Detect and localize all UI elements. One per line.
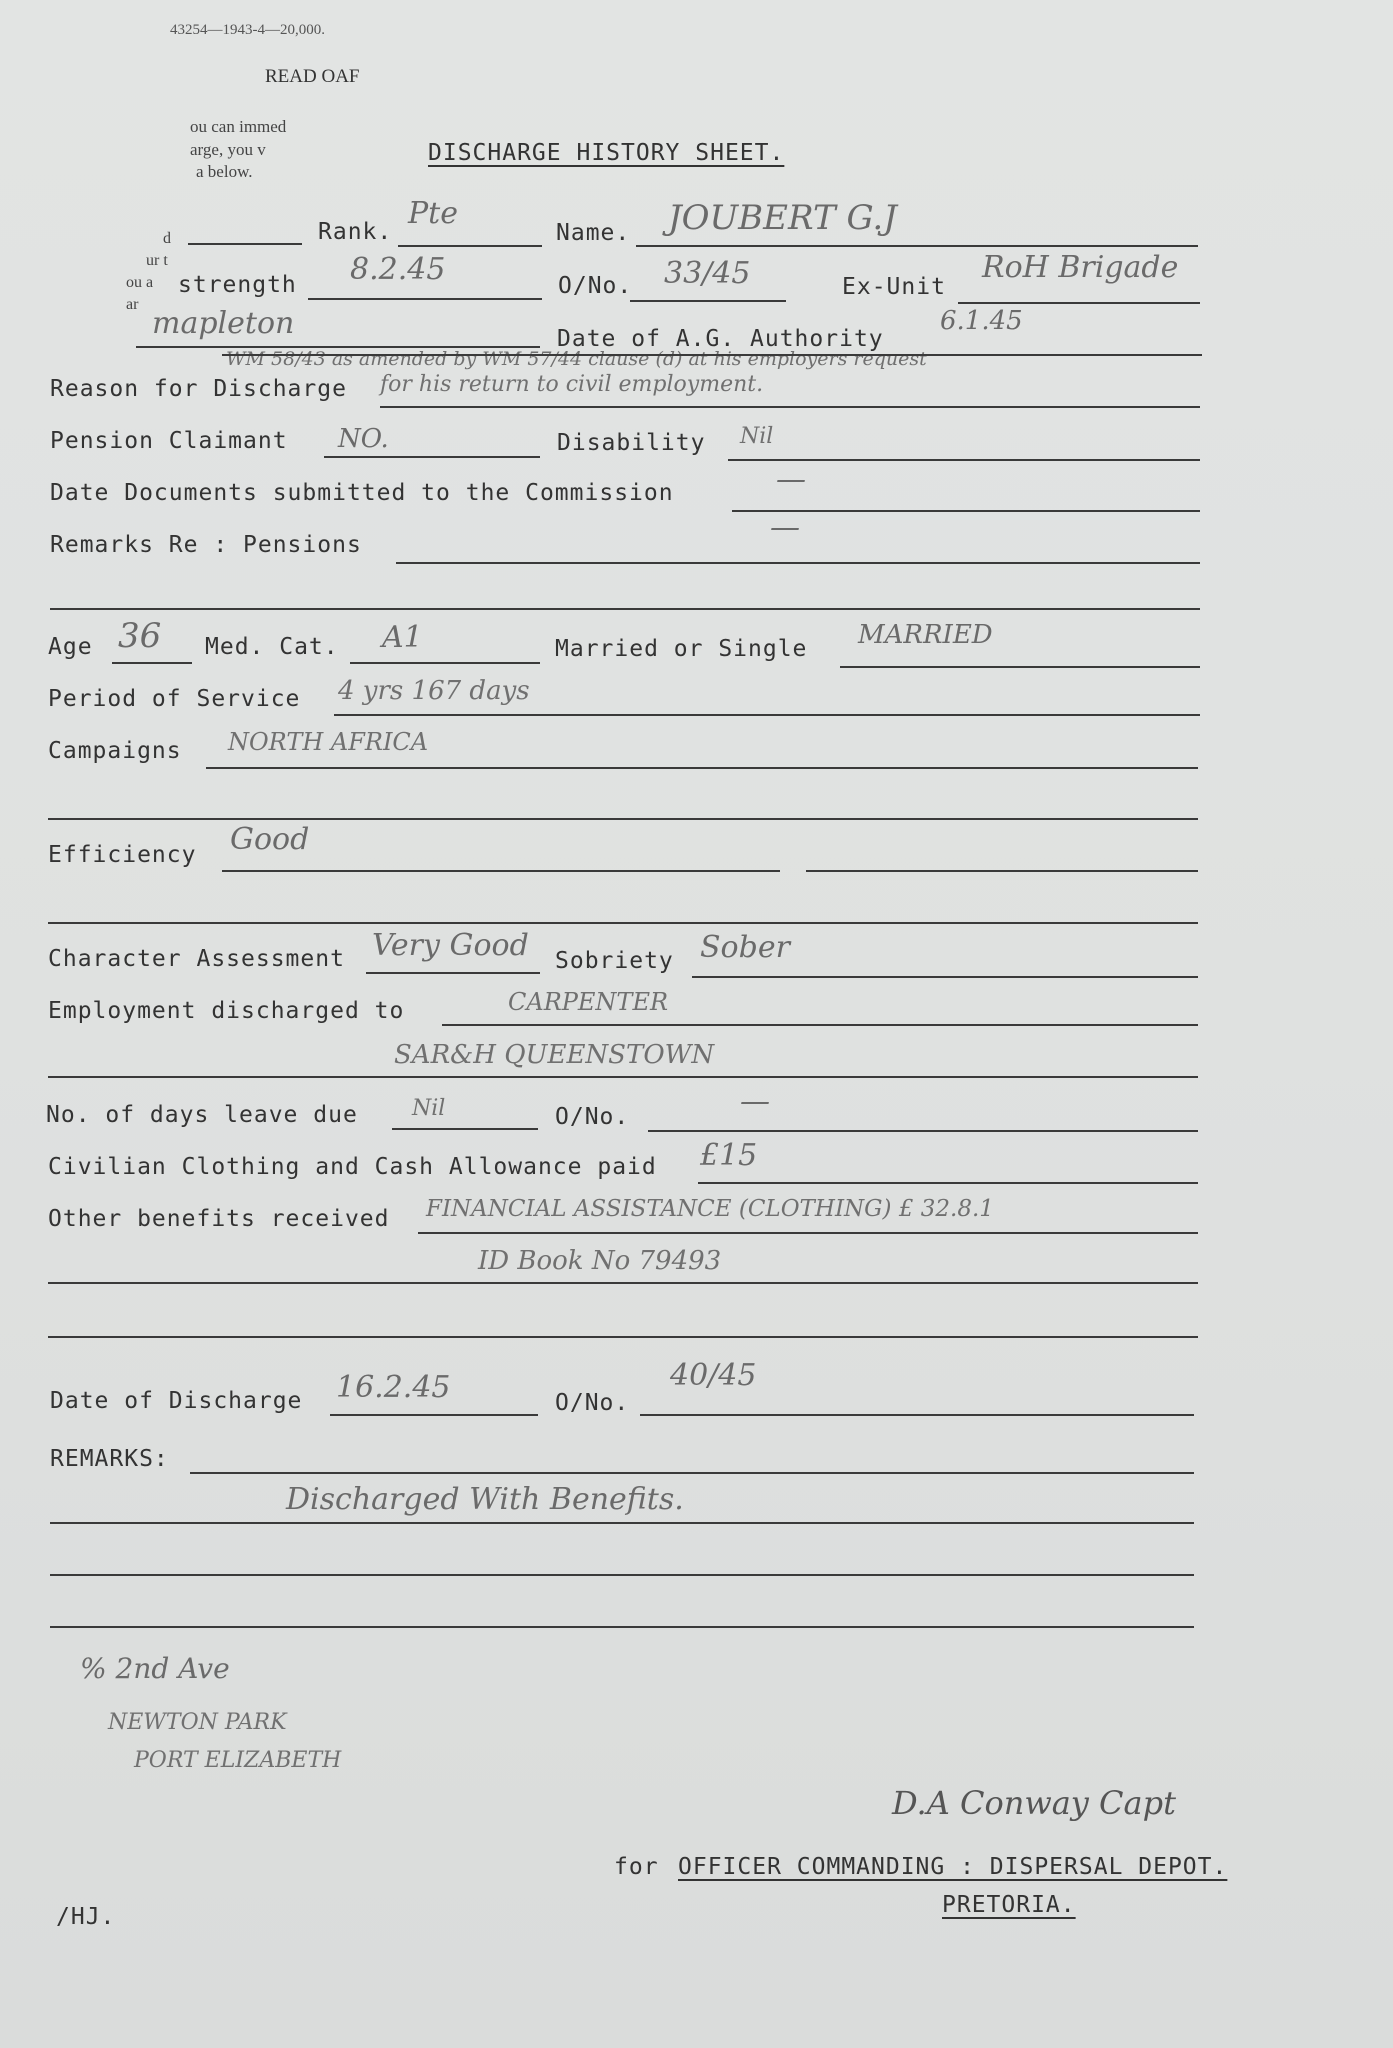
margin-fragment: arge, you v xyxy=(190,140,266,159)
ex-unit-label: Ex-Unit xyxy=(842,274,946,300)
med-cat-label: Med. Cat. xyxy=(205,634,339,660)
strength-value: 8.2.45 xyxy=(350,252,446,287)
remarks-label: REMARKS: xyxy=(50,1446,169,1472)
ono3-value: 40/45 xyxy=(670,1358,757,1393)
ex-unit-value: RoH Brigade xyxy=(982,250,1179,285)
field-line xyxy=(636,245,1198,247)
field-line xyxy=(222,354,1202,356)
pension-value: NO. xyxy=(338,424,389,454)
other-benefits-label: Other benefits received xyxy=(48,1206,390,1232)
age-value: 36 xyxy=(118,616,162,656)
field-line xyxy=(630,300,786,302)
print-code: 43254—1943-4—20,000. xyxy=(170,22,325,38)
employment-label: Employment discharged to xyxy=(48,998,405,1024)
field-line xyxy=(398,245,542,247)
field-line xyxy=(418,1232,1198,1234)
remarks-pensions-value: — xyxy=(770,510,800,545)
field-line xyxy=(692,976,1198,978)
field-line xyxy=(48,1282,1198,1284)
field-line xyxy=(324,456,540,458)
date-discharge-value: 16.2.45 xyxy=(336,1370,451,1405)
location-value: mapleton xyxy=(152,306,295,341)
margin-fragment: ou can immed xyxy=(190,117,287,136)
field-line xyxy=(648,1130,1198,1132)
strength-label: strength xyxy=(178,272,297,298)
leave-due-label: No. of days leave due xyxy=(46,1102,358,1128)
field-line xyxy=(48,818,1198,820)
field-line xyxy=(206,767,1198,769)
reason-label: Reason for Discharge xyxy=(50,376,347,402)
field-line xyxy=(222,870,780,872)
character-value: Very Good xyxy=(372,928,529,963)
pension-label: Pension Claimant xyxy=(50,428,288,454)
field-line xyxy=(350,662,540,664)
field-line xyxy=(732,510,1200,512)
name-value: JOUBERT G.J xyxy=(668,198,897,238)
campaigns-value: NORTH AFRICA xyxy=(228,728,429,756)
field-line xyxy=(380,406,1200,408)
employment-value-line2: SAR&H QUEENSTOWN xyxy=(394,1040,715,1070)
read-caption: READ OAF xyxy=(265,66,360,87)
ono-label: O/No. xyxy=(558,273,633,299)
initials: /HJ. xyxy=(56,1904,116,1930)
leave-due-value: Nil xyxy=(412,1096,446,1121)
married-label: Married or Single xyxy=(555,636,808,662)
margin-fragment: a below. xyxy=(196,162,253,181)
clothing-label: Civilian Clothing and Cash Allowance paid xyxy=(48,1154,657,1180)
rank-label: Rank. xyxy=(318,219,393,245)
field-line xyxy=(366,972,540,974)
field-line xyxy=(640,1414,1194,1416)
field-line xyxy=(48,922,1198,924)
ono2-value: — xyxy=(740,1084,770,1119)
other-benefits-value-2: ID Book No 79493 xyxy=(478,1246,722,1276)
efficiency-label: Efficiency xyxy=(48,842,197,868)
married-value: MARRIED xyxy=(858,620,993,650)
field-line xyxy=(396,562,1200,564)
remarks-value: Discharged With Benefits. xyxy=(286,1482,684,1517)
other-benefits-value: FINANCIAL ASSISTANCE (CLOTHING) £ 32.8.1 xyxy=(426,1196,994,1222)
ono2-label: O/No. xyxy=(555,1104,630,1130)
field-line xyxy=(392,1128,538,1130)
campaigns-label: Campaigns xyxy=(48,738,182,764)
disability-value: Nil xyxy=(740,424,774,449)
margin-fragment: d xyxy=(163,230,171,247)
docs-submitted-label: Date Documents submitted to the Commission xyxy=(50,480,674,506)
margin-fragment: ou a xyxy=(126,274,154,291)
ono-value: 33/45 xyxy=(664,256,751,291)
address-line3: PORT ELIZABETH xyxy=(134,1748,342,1773)
ono3-label: O/No. xyxy=(555,1390,630,1416)
ag-authority-label: Date of A.G. Authority xyxy=(557,326,884,352)
age-label: Age xyxy=(48,634,93,660)
reason-value-line2: for his return to civil employment. xyxy=(380,372,764,397)
field-line xyxy=(308,298,542,300)
date-discharge-label: Date of Discharge xyxy=(50,1388,303,1414)
period-value: 4 yrs 167 days xyxy=(338,676,530,706)
address-line1: % 2nd Ave xyxy=(80,1652,230,1685)
character-label: Character Assessment xyxy=(48,946,345,972)
place-label: PRETORIA. xyxy=(942,1892,1076,1918)
field-line xyxy=(330,1414,538,1416)
field-line xyxy=(806,870,1198,872)
period-label: Period of Service xyxy=(48,686,301,712)
sobriety-label: Sobriety xyxy=(555,948,674,974)
reason-value-line1: WM 58/43 as amended by WM 57/44 clause (d) at his employers request xyxy=(226,348,927,370)
clothing-value: £15 xyxy=(700,1138,758,1173)
remarks-pensions-label: Remarks Re : Pensions xyxy=(50,532,362,558)
field-line xyxy=(50,1626,1194,1628)
address-line2: NEWTON PARK xyxy=(108,1710,287,1735)
efficiency-value: Good xyxy=(230,822,310,857)
officer-label: OFFICER COMMANDING : DISPERSAL DEPOT. xyxy=(678,1854,1228,1880)
field-line xyxy=(112,662,192,664)
field-line xyxy=(840,666,1200,668)
field-line xyxy=(48,1076,1198,1078)
field-line xyxy=(958,302,1200,304)
name-label: Name. xyxy=(556,220,631,246)
ag-authority-value: 6.1.45 xyxy=(940,306,1023,336)
sobriety-value: Sober xyxy=(700,930,790,965)
field-line xyxy=(190,1472,1194,1474)
field-line xyxy=(50,1522,1194,1524)
signature: D.A Conway Capt xyxy=(892,1784,1176,1822)
rank-value: Pte xyxy=(408,196,458,231)
field-line xyxy=(50,608,1200,610)
field-line xyxy=(188,243,302,245)
docs-submitted-value: — xyxy=(776,462,806,497)
for-label: for xyxy=(614,1854,659,1880)
field-line xyxy=(48,1336,1198,1338)
margin-fragment: ur t xyxy=(146,252,168,269)
field-line xyxy=(50,1574,1194,1576)
employment-value-line1: CARPENTER xyxy=(508,988,669,1016)
field-line xyxy=(334,714,1200,716)
field-line xyxy=(442,1024,1198,1026)
disability-label: Disability xyxy=(557,430,706,456)
field-line xyxy=(698,1182,1198,1184)
field-line xyxy=(728,459,1200,461)
med-cat-value: A1 xyxy=(382,620,423,655)
page-title: DISCHARGE HISTORY SHEET. xyxy=(428,140,785,166)
margin-fragment: ar xyxy=(126,296,139,313)
